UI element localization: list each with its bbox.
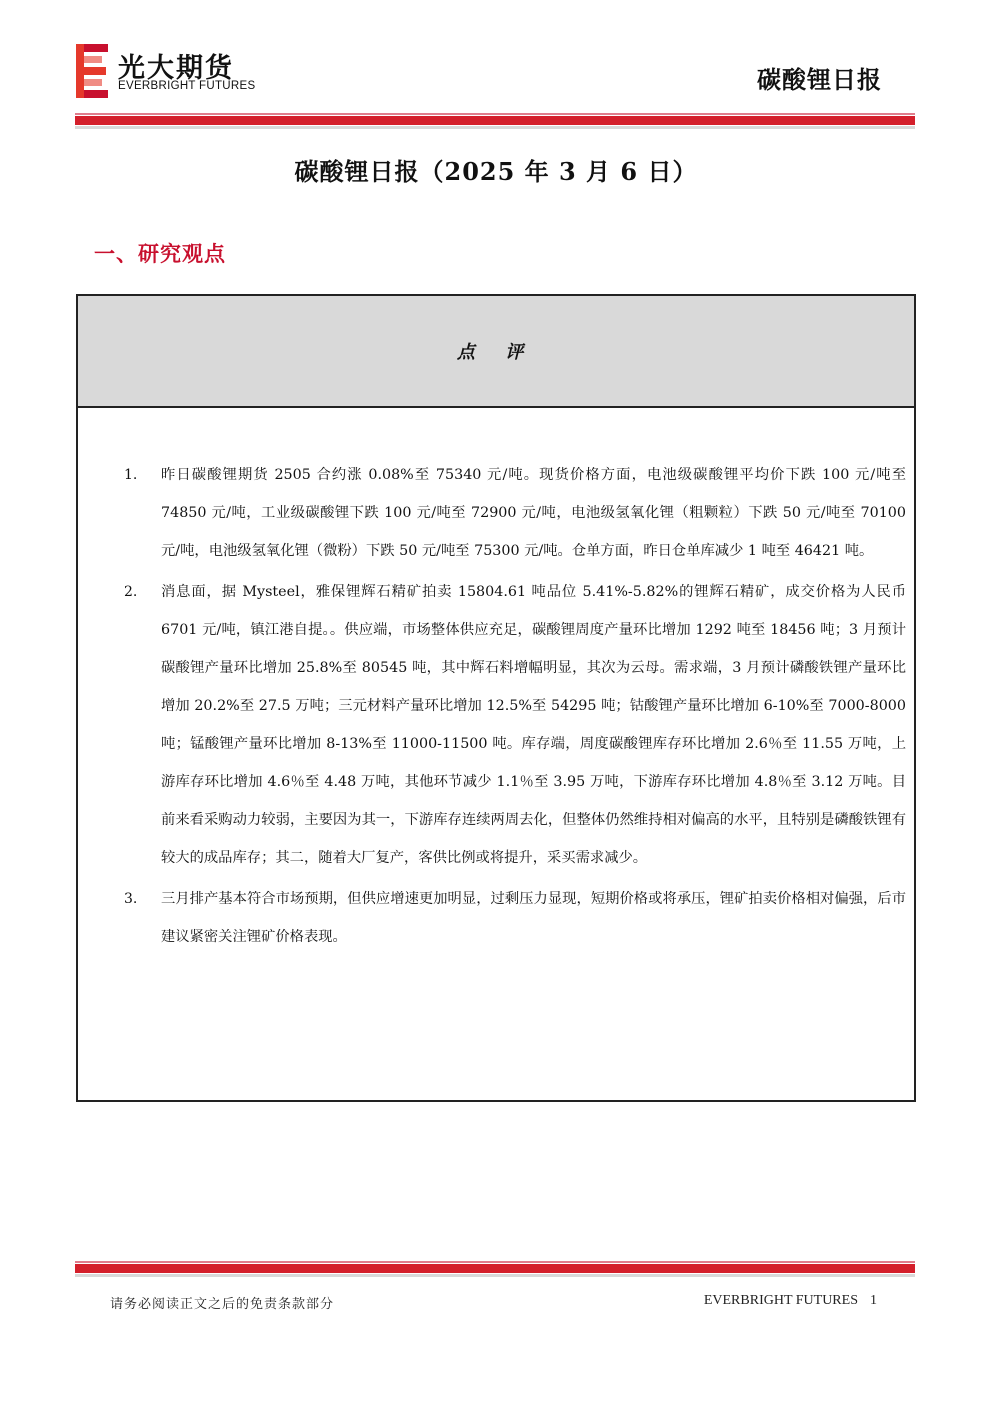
footer-brand: [704, 1293, 877, 1309]
comment-list: [78, 456, 914, 959]
footer-disclaimer: 请务必阅读正文之后的免责条款部分: [110, 1297, 335, 1312]
item-number: 3.: [124, 891, 138, 907]
company-logo: [76, 44, 286, 98]
list-item: [78, 573, 914, 877]
comment-box: [76, 294, 916, 1102]
document-title: 碳酸锂日报（2025 年 3 月 6 日）: [294, 157, 698, 186]
item-text: 三月排产基本符合市场预期，但供应增速更加明显，过剩压力显现，短期价格或将承压，锂矿拍卖价格相对偏强，后市建议紧密关注锂矿价格表现。: [161, 891, 906, 945]
footer-brand-text: EVERBRIGHT FUTURES: [703, 1293, 858, 1308]
list-item: [78, 880, 914, 956]
report-type-title: 碳酸锂日报: [757, 65, 882, 94]
brand-name-en: EVERBRIGHT FUTURES: [118, 80, 256, 92]
footer-divider: [75, 1261, 915, 1277]
list-item: [78, 456, 914, 570]
comment-box-header-label: 点 评: [456, 342, 536, 363]
brand-name-cn: 光大期货: [118, 53, 234, 84]
item-text: 昨日碳酸锂期货 2505 合约涨 0.08%至 75340 元/吨。现货价格方面，电池级碳酸锂平均价下跌 100 元/吨至 74850 元/吨，工业级碳酸锂下跌 100 元/吨至 72900 元/吨，电池级氢氧化锂（粗颗粒）下跌 50 元/吨至 70100 元/吨，电池级氢氧化锂（微粉）下跌 50 元/吨至 75300 元/吨。仓单方面，昨日仓单库减少 1 吨至 46421 吨。: [161, 467, 906, 559]
item-text: 消息面，据 Mysteel，雅保锂辉石精矿拍卖 15804.61 吨品位 5.41%-5.82%的锂辉石精矿，成交价格为人民币 6701 元/吨，镇江港自提。。供应端，市场整体供应充足，碳酸锂周度产量环比增加 1292 吨至 18456 吨；3 月预计碳酸锂产量环比增加 25.8%至 80545 吨，其中辉石料增幅明显，其次为云母。需求端，3 月预计磷酸铁锂产量环比增加 20.2%至 27.5 万吨；三元材料产量环比增加 12.5%至 54295 吨；钴酸锂产量环比增加 6-10%至 7000-8000 吨；锰酸锂产量环比增加 8-13%至 11000-11500 吨。库存端，周度碳酸锂库存环比增加 2.6％至 11.55 万吨，上游库存环比增加 4.6％至 4.48 万吨，其他环节减少 1.1％至 3.95 万吨，下游库存环比增加 4.8％至 3.12 万吨。目前来看采购动力较弱，主要因为其一，下游库存连续两周去化，但整体仍然维持相对偏高的水平，且特别是磷酸铁锂有较大的成品库存；其二，随着大厂复产，客供比例或将提升，采买需求减少。: [161, 584, 906, 866]
everbright-logo-icon: [76, 44, 108, 98]
header-divider: [75, 113, 915, 129]
page-number: 1: [870, 1293, 877, 1308]
comment-box-header: [78, 296, 914, 408]
section-heading: 一、研究观点: [94, 241, 226, 266]
item-number: 2.: [124, 584, 138, 600]
item-number: 1.: [124, 467, 138, 483]
